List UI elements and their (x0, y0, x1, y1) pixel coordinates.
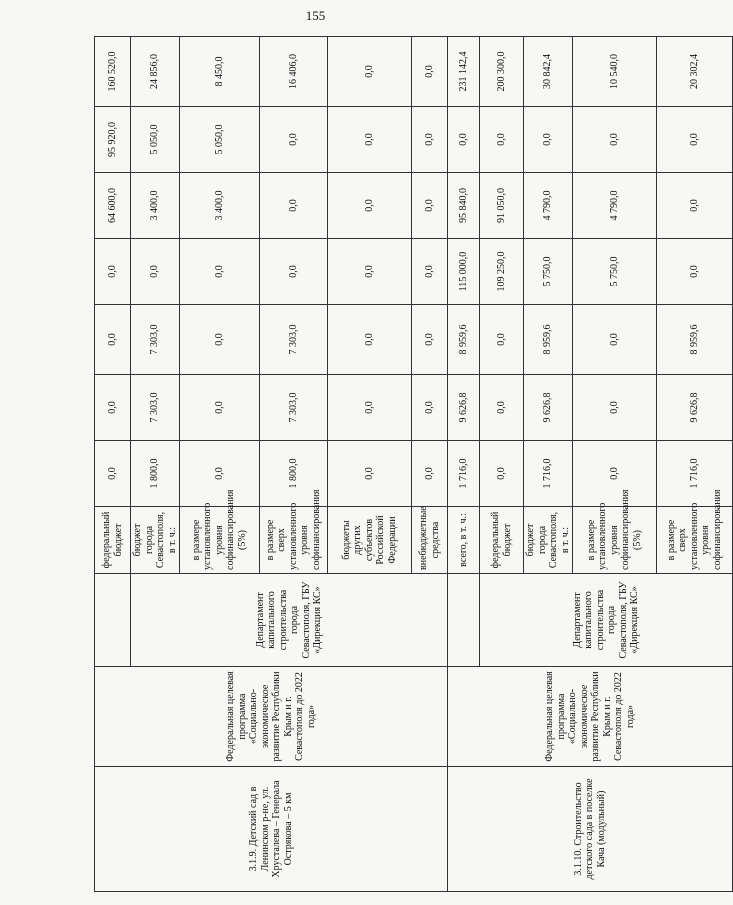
value-cell: 0,0 (412, 239, 448, 305)
value-cell: 9 626,8 (524, 375, 573, 441)
source-label: бюджет города Севастополя, в т. ч.: (131, 507, 180, 574)
value-cell: 0,0 (573, 107, 657, 173)
source-label: бюджеты других субъектов Российской Федерации (328, 507, 412, 574)
program-name: Федеральная целевая программа «Социально-экономическое развитие Республики Крым и г. Севастополя до 2022 года» (95, 667, 448, 767)
source-label: в размере установленного уровня софинансирования (5%) (573, 507, 657, 574)
value-cell: 4 790,0 (573, 173, 657, 239)
value-cell: 0,0 (180, 239, 260, 305)
value-cell: 1 800,0 (131, 441, 180, 507)
value-cell: 7 303,0 (260, 305, 328, 375)
executor (95, 574, 131, 667)
value-cell: 0,0 (328, 305, 412, 375)
value-cell: 0,0 (260, 173, 328, 239)
total-cell: 231 142,4 (448, 37, 480, 107)
value-cell: 8 959,6 (448, 305, 480, 375)
value-cell: 0,0 (328, 441, 412, 507)
source-label: всего, в т. ч.: (448, 507, 480, 574)
source-label: бюджет города Севастополя, в т. ч.: (524, 507, 573, 574)
project-name: 3.1.9. Детский сад в Ленинском р-не, ул. Хрусталева – Генерала Острякова – 5 км (95, 767, 448, 892)
value-cell: 64 600,0 (95, 173, 131, 239)
total-cell: 10 540,0 (573, 37, 657, 107)
value-cell: 9 626,8 (657, 375, 733, 441)
value-cell: 0,0 (180, 375, 260, 441)
value-cell: 0,0 (448, 107, 480, 173)
table-row (448, 37, 480, 892)
value-cell: 0,0 (412, 107, 448, 173)
value-cell: 95 840,0 (448, 173, 480, 239)
table-row (95, 37, 131, 892)
total-cell: 0,0 (328, 37, 412, 107)
value-cell: 0,0 (260, 239, 328, 305)
value-cell: 7 303,0 (260, 375, 328, 441)
budget-table (94, 36, 733, 892)
value-cell: 0,0 (328, 107, 412, 173)
value-cell: 0,0 (573, 441, 657, 507)
value-cell: 0,0 (328, 375, 412, 441)
value-cell: 0,0 (524, 107, 573, 173)
total-cell: 160 520,0 (95, 37, 131, 107)
total-cell: 24 856,0 (131, 37, 180, 107)
value-cell: 7 303,0 (131, 375, 180, 441)
value-cell: 0,0 (260, 107, 328, 173)
value-cell: 0,0 (657, 173, 733, 239)
value-cell: 0,0 (480, 375, 524, 441)
source-label: федеральный бюджет (95, 507, 131, 574)
source-label: в размере сверх установленного уровня софинансирования (260, 507, 328, 574)
value-cell: 0,0 (412, 305, 448, 375)
value-cell: 4 790,0 (524, 173, 573, 239)
source-label: в размере установленного уровня софинансирования (5%) (180, 507, 260, 574)
source-label: федеральный бюджет (480, 507, 524, 574)
value-cell: 0,0 (657, 107, 733, 173)
value-cell: 7 303,0 (131, 305, 180, 375)
value-cell: 1 716,0 (657, 441, 733, 507)
total-cell: 16 406,0 (260, 37, 328, 107)
value-cell: 0,0 (480, 305, 524, 375)
value-cell: 5 050,0 (180, 107, 260, 173)
source-label: в размере сверх установленного уровня софинансирования (657, 507, 733, 574)
total-cell: 30 842,4 (524, 37, 573, 107)
page-number: 155 (305, 8, 326, 23)
value-cell: 0,0 (180, 305, 260, 375)
value-cell: 0,0 (95, 305, 131, 375)
value-cell: 1 716,0 (448, 441, 480, 507)
value-cell: 115 000,0 (448, 239, 480, 305)
value-cell: 8 959,6 (524, 305, 573, 375)
value-cell: 0,0 (95, 441, 131, 507)
value-cell: 0,0 (180, 441, 260, 507)
total-cell: 200 300,0 (480, 37, 524, 107)
value-cell: 95 920,0 (95, 107, 131, 173)
value-cell: 109 250,0 (480, 239, 524, 305)
value-cell: 5 050,0 (131, 107, 180, 173)
executor: Департамент капитального строительства города Севастополя, ГБУ «Дирекция КС» (131, 574, 448, 667)
value-cell: 8 959,6 (657, 305, 733, 375)
total-cell: 0,0 (412, 37, 448, 107)
value-cell: 0,0 (657, 239, 733, 305)
value-cell: 3 400,0 (180, 173, 260, 239)
value-cell: 1 716,0 (524, 441, 573, 507)
value-cell: 1 800,0 (260, 441, 328, 507)
value-cell: 3 400,0 (131, 173, 180, 239)
source-label: внебюджетные средства (412, 507, 448, 574)
rotated-table-wrapper (94, 37, 723, 892)
value-cell: 0,0 (573, 375, 657, 441)
value-cell: 0,0 (412, 173, 448, 239)
value-cell: 0,0 (412, 441, 448, 507)
value-cell: 0,0 (328, 239, 412, 305)
executor (448, 574, 480, 667)
value-cell: 9 626,8 (448, 375, 480, 441)
total-cell: 8 450,0 (180, 37, 260, 107)
value-cell: 5 750,0 (524, 239, 573, 305)
value-cell: 0,0 (95, 375, 131, 441)
value-cell: 0,0 (573, 305, 657, 375)
value-cell: 0,0 (412, 375, 448, 441)
executor: Департамент капитального строительства города Севастополя, ГБУ «Дирекция КС» (480, 574, 733, 667)
value-cell: 0,0 (328, 173, 412, 239)
value-cell: 0,0 (480, 441, 524, 507)
total-cell: 20 302,4 (657, 37, 733, 107)
program-name: Федеральная целевая программа «Социально-экономическое развитие Республики Крым и г. Севастополя до 2022 года» (448, 667, 733, 767)
value-cell: 91 050,0 (480, 173, 524, 239)
value-cell: 0,0 (95, 239, 131, 305)
value-cell: 0,0 (480, 107, 524, 173)
value-cell: 0,0 (131, 239, 180, 305)
project-name: 3.1.10. Строительство детского сада в поселке Кача (модульный) (448, 767, 733, 892)
value-cell: 5 750,0 (573, 239, 657, 305)
